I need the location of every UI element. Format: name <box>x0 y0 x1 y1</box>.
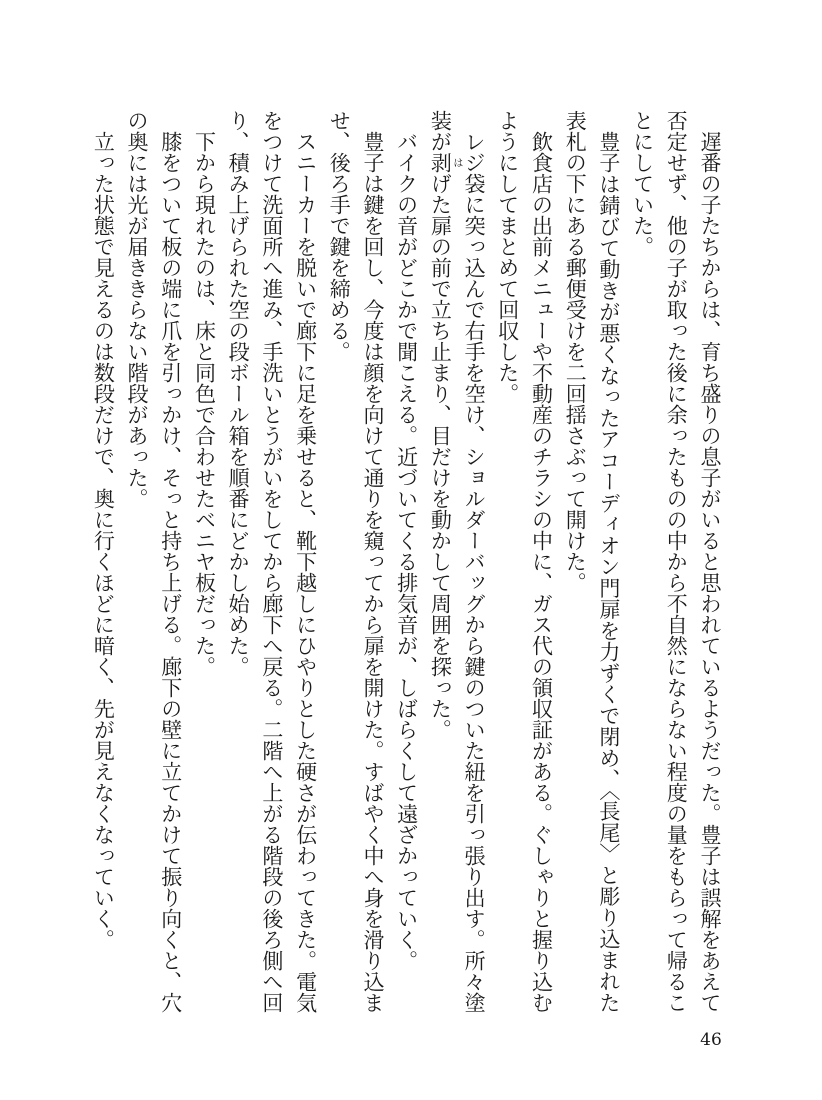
paragraph: 膝をついて板の端に爪を引っかけ、そっと持ち上げる。廊下の壁に立てかけて振り向くと、穴の奥には光が届ききらない階段があった。 <box>125 110 183 1013</box>
paragraph: 飲食店の出前メニューや不動産のチラシの中に、ガス代の領収証がある。ぐしゃりと握り込むようにしてまとめて回収した。 <box>495 110 554 1013</box>
paragraph: 豊子は鍵を回し、今度は顔を向けて通りを窺ってから扉を開けた。すばやく中へ身を滑り込ませ、後ろ手で鍵を締める。 <box>327 110 385 1013</box>
paragraph: 豊子は錆びて動きが悪くなったアコーディオン門扉を力ずくで閉め、〈長尾〉と彫り込まれた表札の下にある郵便受けを二回揺さぶって開けた。 <box>563 110 621 1014</box>
ruby-annotated-text: 剥は <box>428 152 462 173</box>
paragraph: 遅番の子たちからは、育ち盛りの息子がいると思われているようだった。豊子は誤解をあえて否定せず、他の子が取った後に余ったものの中から不自然にならない程度の量をもらって帰ることにしていた。 <box>630 110 722 1013</box>
paragraph: スニーカーを脱いで廊下に足を乗せると、靴下越しにひやりとした硬さが伝わってきた。電気をつけて洗面所へ進み、手洗いとうがいをしてから廊下へ戻る。二階へ上がる階段の後ろ側へ回り、積み上げられた空の段ボール箱を順番にどかし始めた。 <box>226 110 318 1013</box>
paragraph: レジ袋に突っ込んで右手を空け、ショルダーバッグから鍵のついた紐を引っ張り出す。所々塗装が剥はげた扉の前で立ち止まり、目だけを動かして周囲を探った。 <box>428 110 487 1013</box>
paragraph: 下から現れたのは、床と同色で合わせたベニヤ板だった。 <box>192 131 217 677</box>
page-number: 46 <box>700 1030 722 1050</box>
text-block <box>86 110 726 1013</box>
paragraph: 立った状態で見えるのは数段だけで、奥に行くほどに暗く、先が見えなくなっていく。 <box>91 131 116 950</box>
paragraph: バイクの音がどこかで聞こえる。近づいてくる排気音が、しばらくして遠ざかっていく。 <box>394 131 419 971</box>
